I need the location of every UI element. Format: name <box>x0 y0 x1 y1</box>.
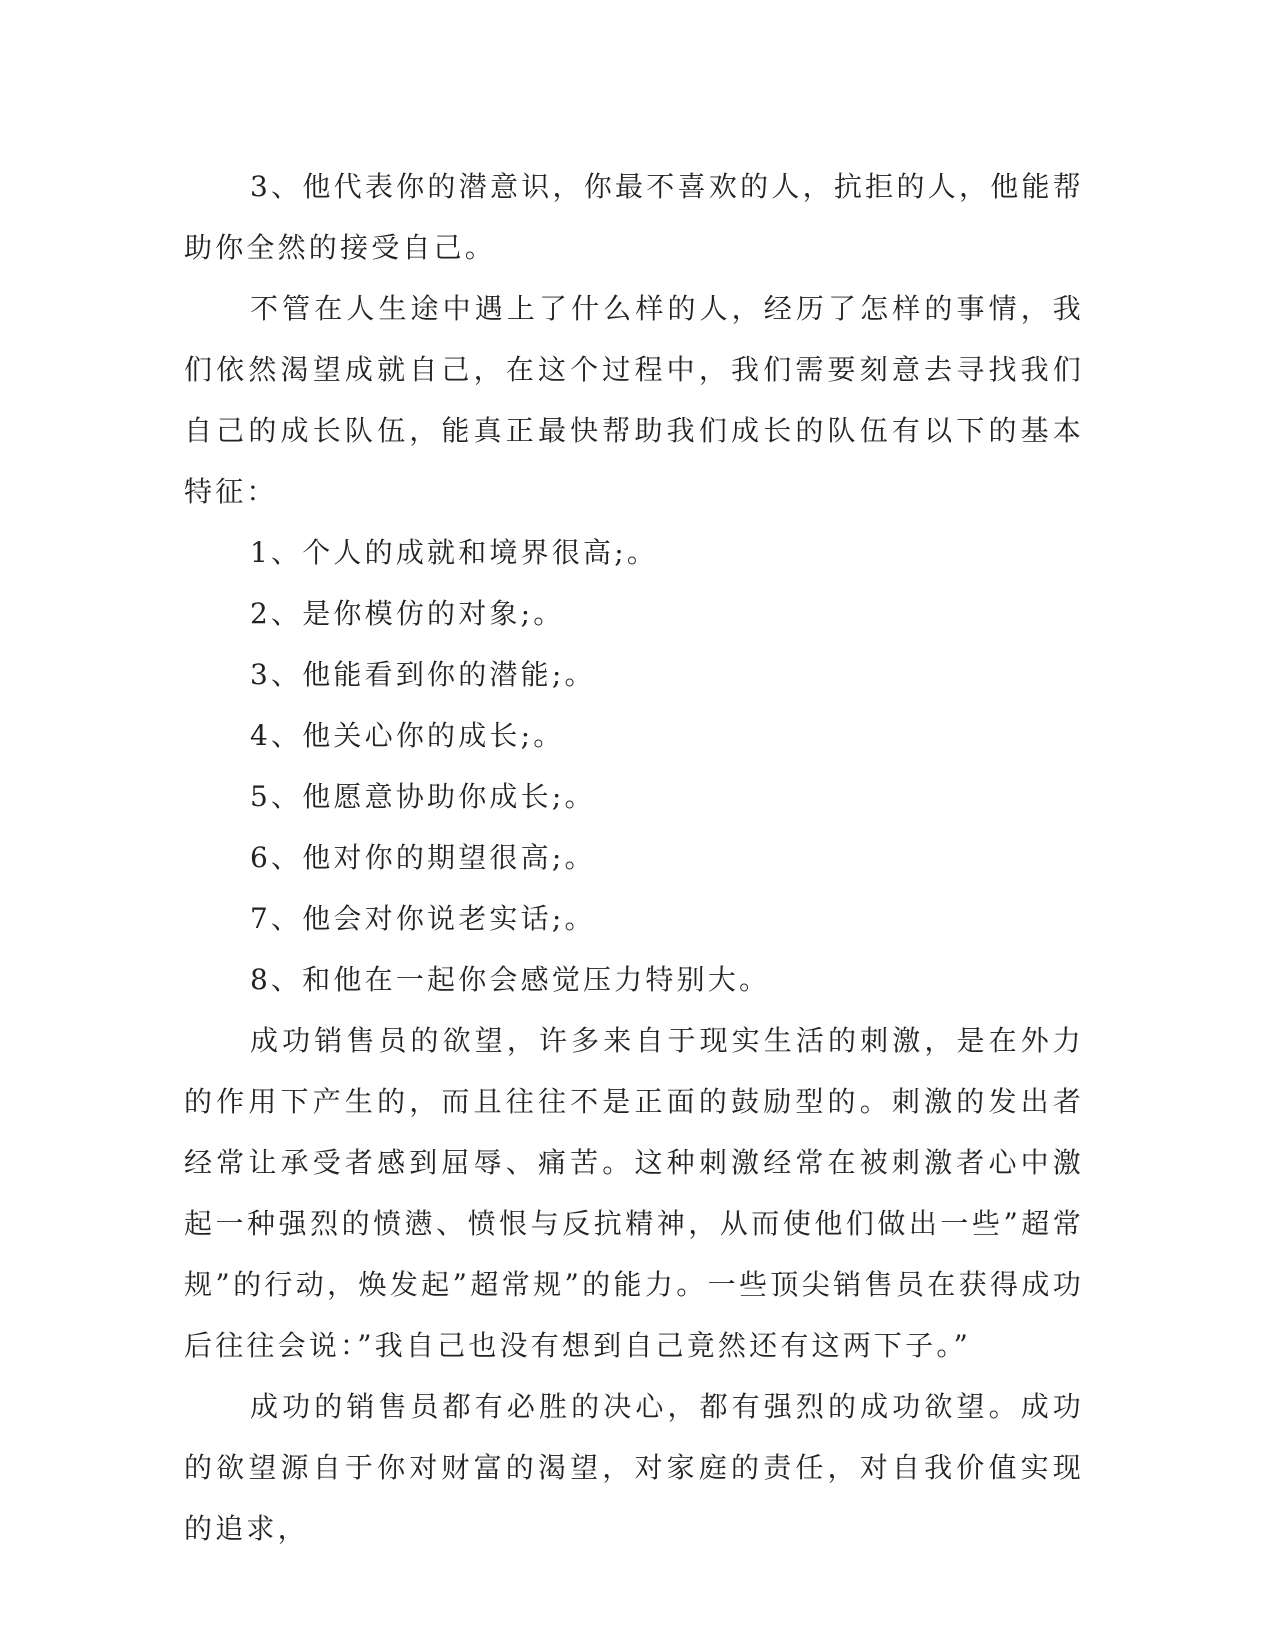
document-body <box>184 156 1084 1559</box>
list-item-1: 1、个人的成就和境界很高;。 <box>250 536 659 569</box>
paragraph-sales-desire: 成功销售员的欲望，许多来自于现实生活的刺激，是在外力的作用下产生的，而且往往不是正面的鼓励型的。刺激的发出者经常让承受者感到屈辱、痛苦。这种刺激经常在被刺激者心中激起一种强烈的愤懑、愤恨与反抗精神，从而使他们做出一些”超常规”的行动，焕发起”超常规”的能力。一些顶尖销售员在获得成功后往往会说：”我自己也没有想到自己竟然还有这两下子。” <box>184 1024 1084 1362</box>
paragraph-growth-team-intro: 不管在人生途中遇上了什么样的人，经历了怎样的事情，我们依然渴望成就自己，在这个过程中，我们需要刻意去寻找我们自己的成长队伍，能真正最快帮助我们成长的队伍有以下的基本特征： <box>184 292 1084 508</box>
paragraph-success-determination: 成功的销售员都有必胜的决心，都有强烈的成功欲望。成功的欲望源自于你对财富的渴望，对家庭的责任，对自我价值实现的追求， <box>184 1390 1084 1545</box>
list-item-8: 8、和他在一起你会感觉压力特别大。 <box>250 963 771 996</box>
paragraph-list-item-3-subconscious: 3、他代表你的潜意识，你最不喜欢的人，抗拒的人，他能帮助你全然的接受自己。 <box>184 170 1084 264</box>
list-item-5: 5、他愿意协助你成长;。 <box>250 780 596 813</box>
list-item-2: 2、是你模仿的对象;。 <box>250 597 565 630</box>
list-item-6: 6、他对你的期望很高;。 <box>250 841 596 874</box>
list-item-4: 4、他关心你的成长;。 <box>250 719 565 752</box>
list-item-7: 7、他会对你说老实话;。 <box>250 902 596 935</box>
list-item-3: 3、他能看到你的潜能;。 <box>250 658 596 691</box>
